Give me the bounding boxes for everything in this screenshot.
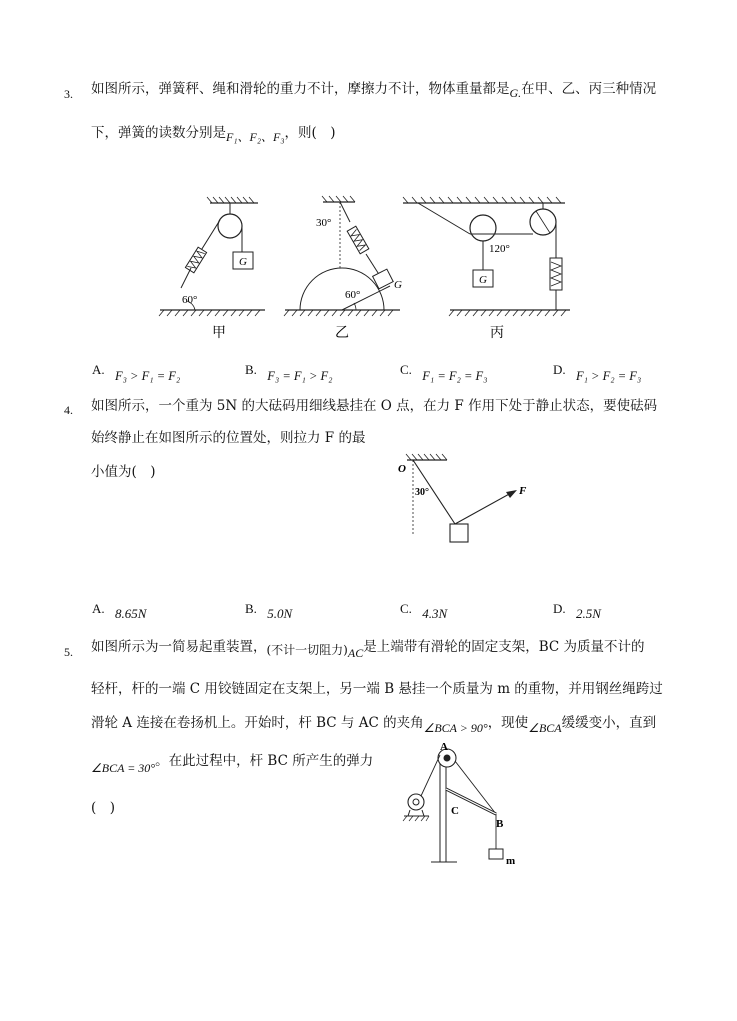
pulley-jia — [218, 214, 242, 238]
svg-text:G: G — [394, 279, 402, 291]
svg-text:G: G — [239, 256, 247, 268]
svg-text:丙: 丙 — [490, 326, 504, 340]
question-5-figure — [395, 738, 535, 870]
svg-text:60°: 60° — [345, 289, 361, 301]
figure-yi — [284, 196, 402, 340]
question-4-option-a[interactable]: A. 8.65N — [92, 601, 147, 621]
question-5-line-1: 如图所示为一简易起重装置，(不计一切阻力)AC是上端带有滑轮的固定支架，BC 为质量不计的 — [91, 639, 645, 660]
svg-text:A: A — [440, 741, 448, 753]
question-3-option-a[interactable]: A. F₃ > F₁ = F₂ — [92, 362, 181, 383]
question-3-option-b[interactable]: B. F₃ = F₁ > F₂ — [245, 362, 333, 383]
svg-text:F: F — [519, 485, 527, 497]
question-5-paren: ( ) — [91, 800, 116, 816]
question-3-number: 3. — [64, 87, 73, 101]
question-4-line-1: 如图所示，一个重为 5N 的大砝码用细线悬挂在 O 点，在力 F 作用下处于静止状态，要使砝码 — [91, 398, 658, 414]
question-4-figure — [385, 448, 545, 553]
question-5-line-3: 滑轮 A 连接在卷扬机上。开始时，杆 BC 与 AC 的夹角∠BCA > 90°，现使∠BCA缓缓变小，直到 — [91, 715, 657, 735]
question-4-number: 4. — [64, 403, 73, 417]
question-3-line-2: 下，弹簧的读数分别是F₁、F₂、F₃，则( ) — [91, 125, 336, 144]
question-3-line-1: 如图所示，弹簧秤、绳和滑轮的重力不计，摩擦力不计，物体重量都是G.在甲、乙、丙三种情况 — [91, 81, 657, 100]
svg-text:60°: 60° — [182, 294, 198, 306]
svg-text:m: m — [506, 855, 516, 867]
svg-text:甲: 甲 — [212, 326, 226, 340]
svg-text:乙: 乙 — [335, 326, 349, 340]
question-4-line-3: 小值为( ) — [91, 464, 156, 480]
question-3-figure — [150, 190, 580, 340]
question-3-option-c[interactable]: C. F₁ = F₂ = F₃ — [400, 362, 488, 383]
question-4-option-b[interactable]: B. 5.0N — [245, 601, 293, 621]
question-5-line-4: ∠BCA = 30°。在此过程中，杆 BC 所产生的弹力 — [91, 753, 374, 775]
figure-bing — [403, 197, 570, 340]
question-3-option-d[interactable]: D. F₁ > F₂ = F₃ — [553, 362, 642, 383]
question-4-option-c[interactable]: C. 4.3N — [400, 601, 448, 621]
question-5-line-2: 轻杆，杆的一端 C 用铰链固定在支架上，另一端 B 悬挂一个质量为 m 的重物，并用钢丝绳跨过 — [91, 681, 663, 697]
question-4-line-2: 始终静止在如图所示的位置处，则拉力 F 的最 — [91, 430, 366, 446]
svg-text:G: G — [479, 274, 487, 286]
svg-text:120°: 120° — [489, 243, 510, 255]
weight-block — [450, 524, 468, 542]
svg-text:30°: 30° — [316, 217, 332, 229]
question-5-number: 5. — [64, 645, 73, 659]
svg-text:C: C — [451, 805, 459, 817]
svg-text:B: B — [496, 818, 504, 830]
svg-text:O: O — [398, 463, 406, 475]
figure-jia — [159, 197, 265, 340]
question-4-option-d[interactable]: D. 2.5N — [553, 601, 601, 621]
svg-text:30°: 30° — [415, 487, 429, 498]
